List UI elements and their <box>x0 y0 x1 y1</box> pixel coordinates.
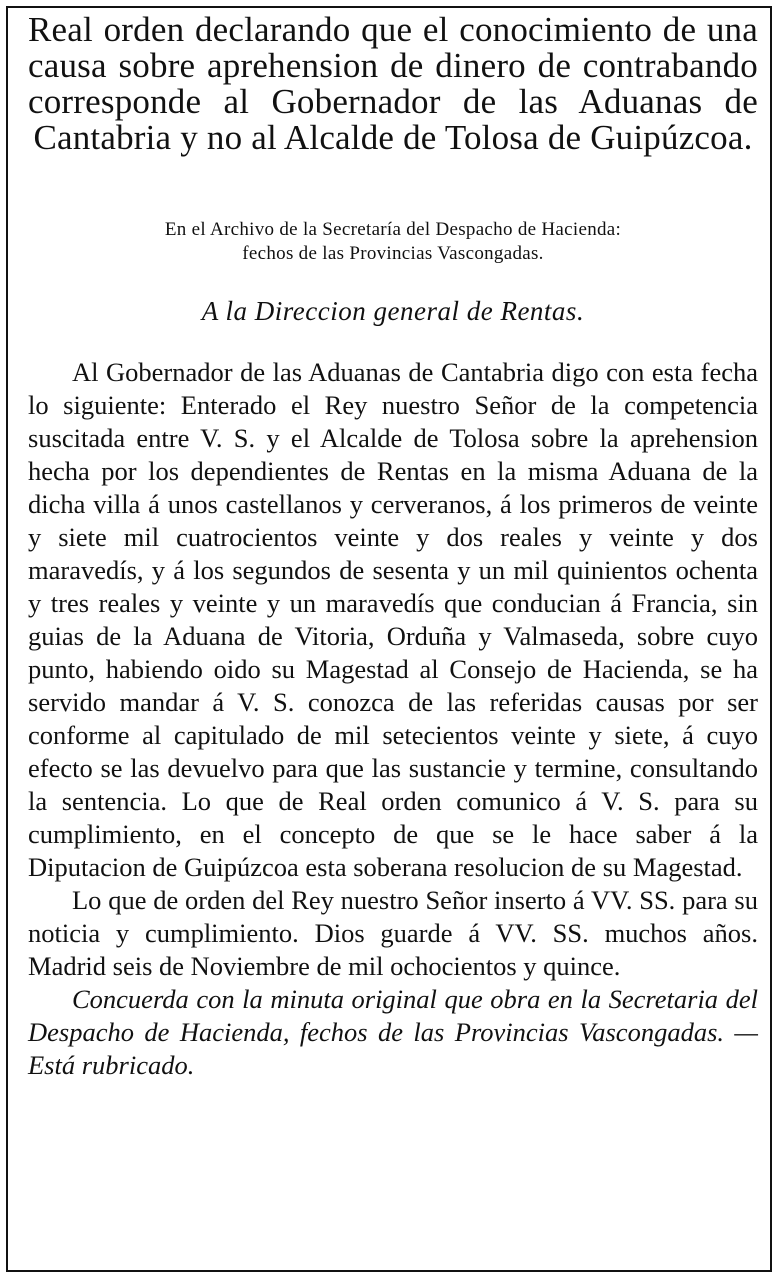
source-line-2: fechos de las Provincias Vascongadas. <box>242 243 544 264</box>
closing-note: Concuerda con la minuta original que obra en la Secretaria del Despacho de Hacienda, fechos de las Provincias Vascongadas. — Está rubricado. <box>28 984 758 1080</box>
body-paragraph-1: Al Gobernador de las Aduanas de Cantabria digo con esta fecha lo siguiente: Enterado el Rey nuestro Señor de la competencia suscitada entre V. S. y el Alcalde de Tolosa sobre la aprehension hecha por los dependientes de Rentas en la misma Aduana de la dicha villa á unos castellanos y cerveranos, á los primeros de veinte y siete mil cuatrocientos veinte y dos reales y veinte y dos maravedís, y á los segundos de sesenta y un mil quinientos ochenta y tres reales y veinte y un maravedís que conducian á Francia, sin guias de la Aduana de Vitoria, Orduña y Valmaseda, sobre cuyo punto, habiendo oido su Magestad al Consejo de Hacienda, se ha servido mandar á V. S. conozca de las referidas causas por ser conforme al capitulado de mil setecientos veinte y siete, á cuyo efecto se las devuelvo para que las sustancie y termine, consultando la sentencia. Lo que de Real orden comunico á V. S. para su cumplimiento, en el concepto de que se le hace saber á la Diputacion de Guipúzcoa esta soberana resolucion de su Magestad. <box>28 357 758 882</box>
document-title: Real orden declarando que el conocimiento de una causa sobre aprehension de dinero de contrabando corresponde al Gobernador de las Aduanas de Cantabria y no al Alcalde de Tolosa de Guipúzcoa. <box>28 10 758 157</box>
body-paragraph-2: Lo que de orden del Rey nuestro Señor inserto á VV. SS. para su noticia y cumplimiento. Dios guarde á VV. SS. muchos años. Madrid seis de Noviembre de mil ochocientos y quince. <box>28 885 758 981</box>
source-line-1: En el Archivo de la Secretaría del Despacho de Hacienda: <box>164 219 622 240</box>
source-note <box>28 218 758 266</box>
document-page <box>28 12 758 1082</box>
addressee: A la Direccion general de Rentas. <box>201 296 585 326</box>
